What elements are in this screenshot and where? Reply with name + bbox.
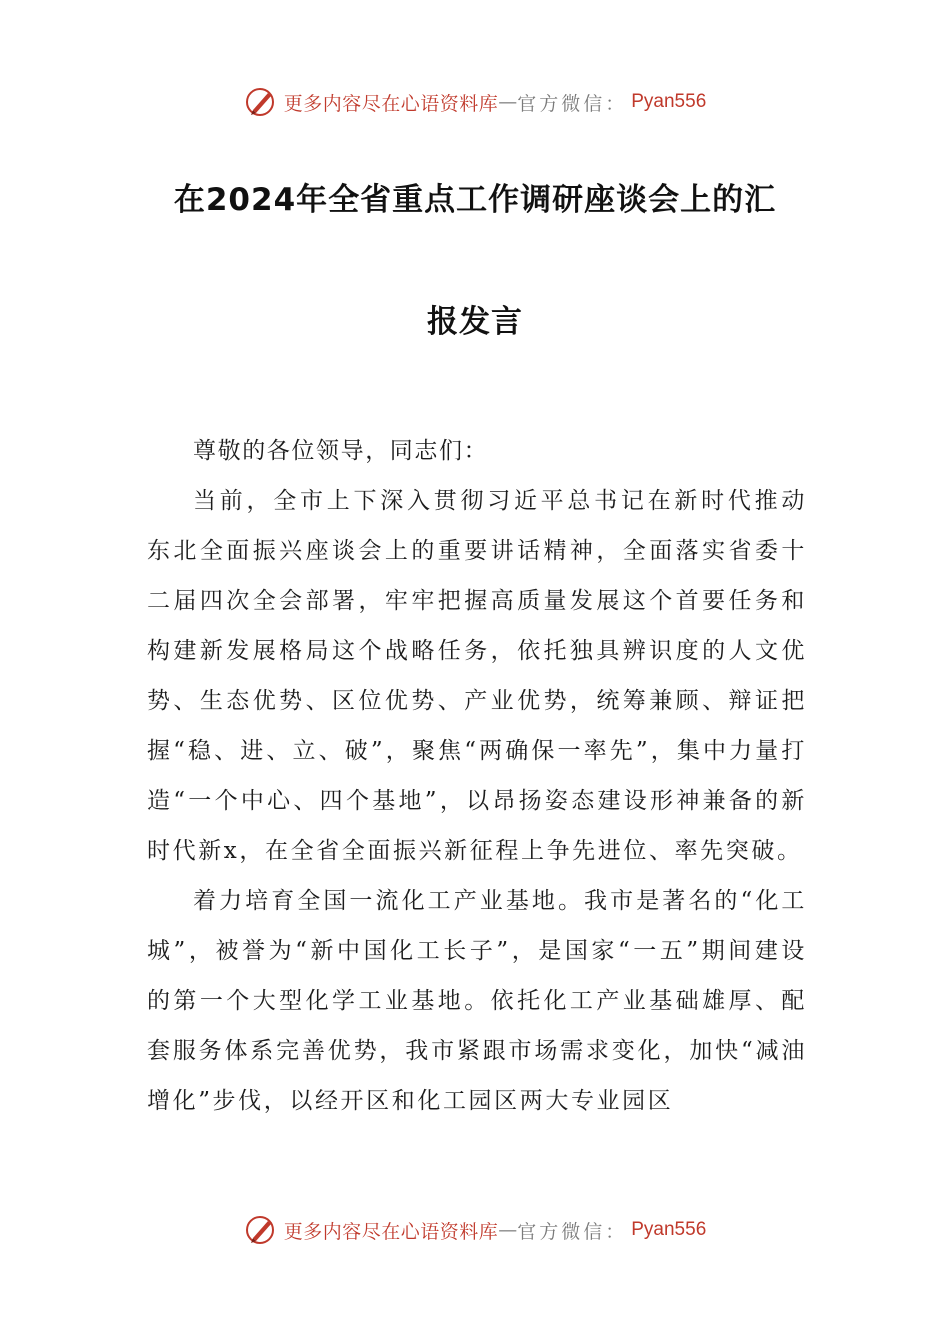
watermark-wechat-id: Pyan556: [631, 1219, 707, 1240]
watermark-separator: —: [498, 91, 518, 113]
watermark-brand: 更多内容尽在心语资料库: [283, 1220, 499, 1243]
watermark-wechat-label: 官方微信：: [517, 92, 628, 115]
watermark-wechat-label: 官方微信：: [517, 1220, 628, 1243]
watermark-separator: —: [498, 1219, 518, 1241]
pen-logo-icon: [244, 1213, 278, 1247]
document-title-line1: 在2024年全省重点工作调研座谈会上的汇: [173, 182, 777, 218]
watermark-wechat-id: Pyan556: [631, 91, 707, 112]
document-body: [147, 426, 807, 1126]
salutation: 尊敬的各位领导，同志们：: [193, 438, 489, 464]
watermark-banner-bottom: [0, 1210, 950, 1250]
pen-logo-icon: [244, 85, 278, 119]
paragraph: 当前，全市上下深入贯彻习近平总书记在新时代推动东北全面振兴座谈会上的重要讲话精神，全面落实省委十二届四次全会部署，牢牢把握高质量发展这个首要任务和构建新发展格局这个战略任务，依托独具辨识度的人文优势、生态优势、区位优势、产业优势，统筹兼顾、辩证把握“稳、进、立、破”，聚焦“两确保一率先”，集中力量打造“一个中心、四个基地”，以昂扬姿态建设形神兼备的新时代新x，在全省全面振兴新征程上争先进位、率先突破。: [147, 488, 807, 864]
document-title-line2: 报发言: [427, 304, 523, 340]
watermark-brand: 更多内容尽在心语资料库: [283, 92, 499, 115]
watermark-banner-top: [0, 82, 950, 122]
paragraph: 着力培育全国一流化工产业基地。我市是著名的“化工城”，被誉为“新中国化工长子”，是国家“一五”期间建设的第一个大型化学工业基地。依托化工产业基础雄厚、配套服务体系完善优势，我市紧跟市场需求变化，加快“减油增化”步伐，以经开区和化工园区两大专业园区: [147, 888, 807, 1114]
